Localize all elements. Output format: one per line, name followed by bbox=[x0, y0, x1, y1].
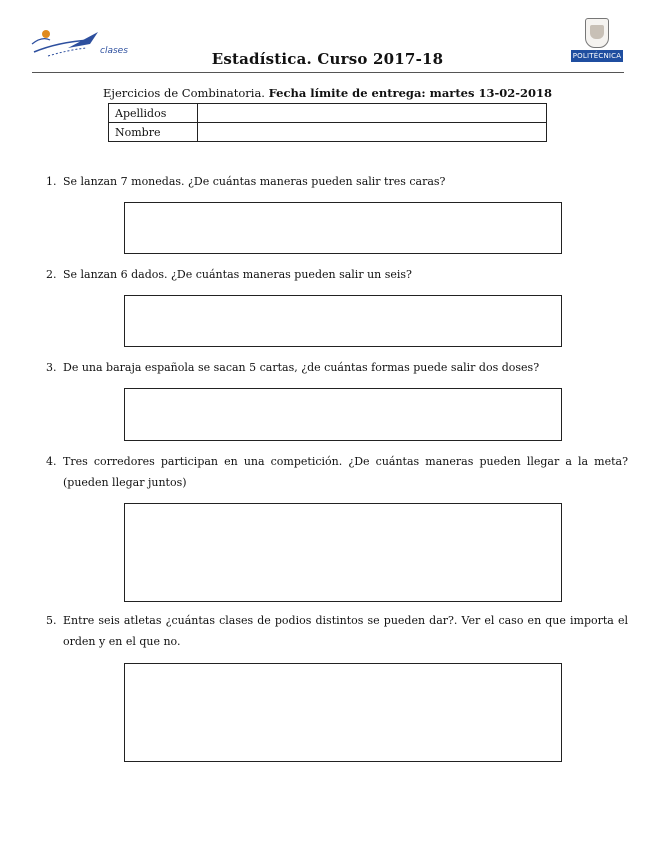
surname-field[interactable] bbox=[198, 104, 547, 123]
answer-box-5[interactable] bbox=[124, 663, 562, 762]
answer-box-1[interactable] bbox=[124, 202, 562, 254]
surname-label: Apellidos bbox=[109, 104, 198, 123]
table-row bbox=[109, 104, 547, 123]
question-4 bbox=[46, 451, 628, 493]
politecnica-crest bbox=[571, 18, 623, 64]
answer-box-2[interactable] bbox=[124, 295, 562, 347]
shield-icon bbox=[585, 18, 609, 48]
student-info-table bbox=[108, 103, 547, 142]
question-5 bbox=[46, 610, 628, 652]
assignment-subtitle bbox=[0, 86, 655, 100]
question-text: Se lanzan 7 monedas. ¿De cuántas maneras pueden salir tres caras? bbox=[63, 175, 446, 188]
question-text: Tres corredores participan en una competición. ¿De cuántas maneras pueden llegar a la meta? (pueden llegar juntos) bbox=[63, 455, 628, 489]
answer-box-3[interactable] bbox=[124, 388, 562, 441]
table-row bbox=[109, 123, 547, 142]
subtitle-deadline: Fecha límite de entrega: martes 13-02-2018 bbox=[268, 86, 552, 100]
answer-box-4[interactable] bbox=[124, 503, 562, 602]
question-text: De una baraja española se sacan 5 cartas, ¿de cuántas formas puede salir dos doses? bbox=[63, 361, 540, 374]
crest-label: POLITÉCNICA bbox=[572, 52, 622, 60]
question-text: Se lanzan 6 dados. ¿De cuántas maneras pueden salir un seis? bbox=[63, 268, 412, 281]
question-number: 4. bbox=[46, 455, 57, 468]
logo-text: clases bbox=[100, 46, 128, 56]
page-title: Estadística. Curso 2017-18 bbox=[211, 50, 444, 68]
name-field[interactable] bbox=[198, 123, 547, 142]
name-label: Nombre bbox=[109, 123, 198, 142]
question-text: Entre seis atletas ¿cuántas clases de podios distintos se pueden dar?. Ver el caso en que importa el orden y en el que no. bbox=[63, 614, 628, 648]
question-3 bbox=[46, 357, 628, 378]
question-number: 2. bbox=[46, 268, 57, 281]
question-number: 1. bbox=[46, 175, 57, 188]
question-1 bbox=[46, 171, 628, 192]
subtitle-topic: Ejercicios de Combinatoria. bbox=[102, 86, 269, 100]
question-number: 3. bbox=[46, 361, 57, 374]
question-2 bbox=[46, 264, 628, 285]
header-divider bbox=[32, 72, 624, 73]
question-number: 5. bbox=[46, 614, 57, 627]
